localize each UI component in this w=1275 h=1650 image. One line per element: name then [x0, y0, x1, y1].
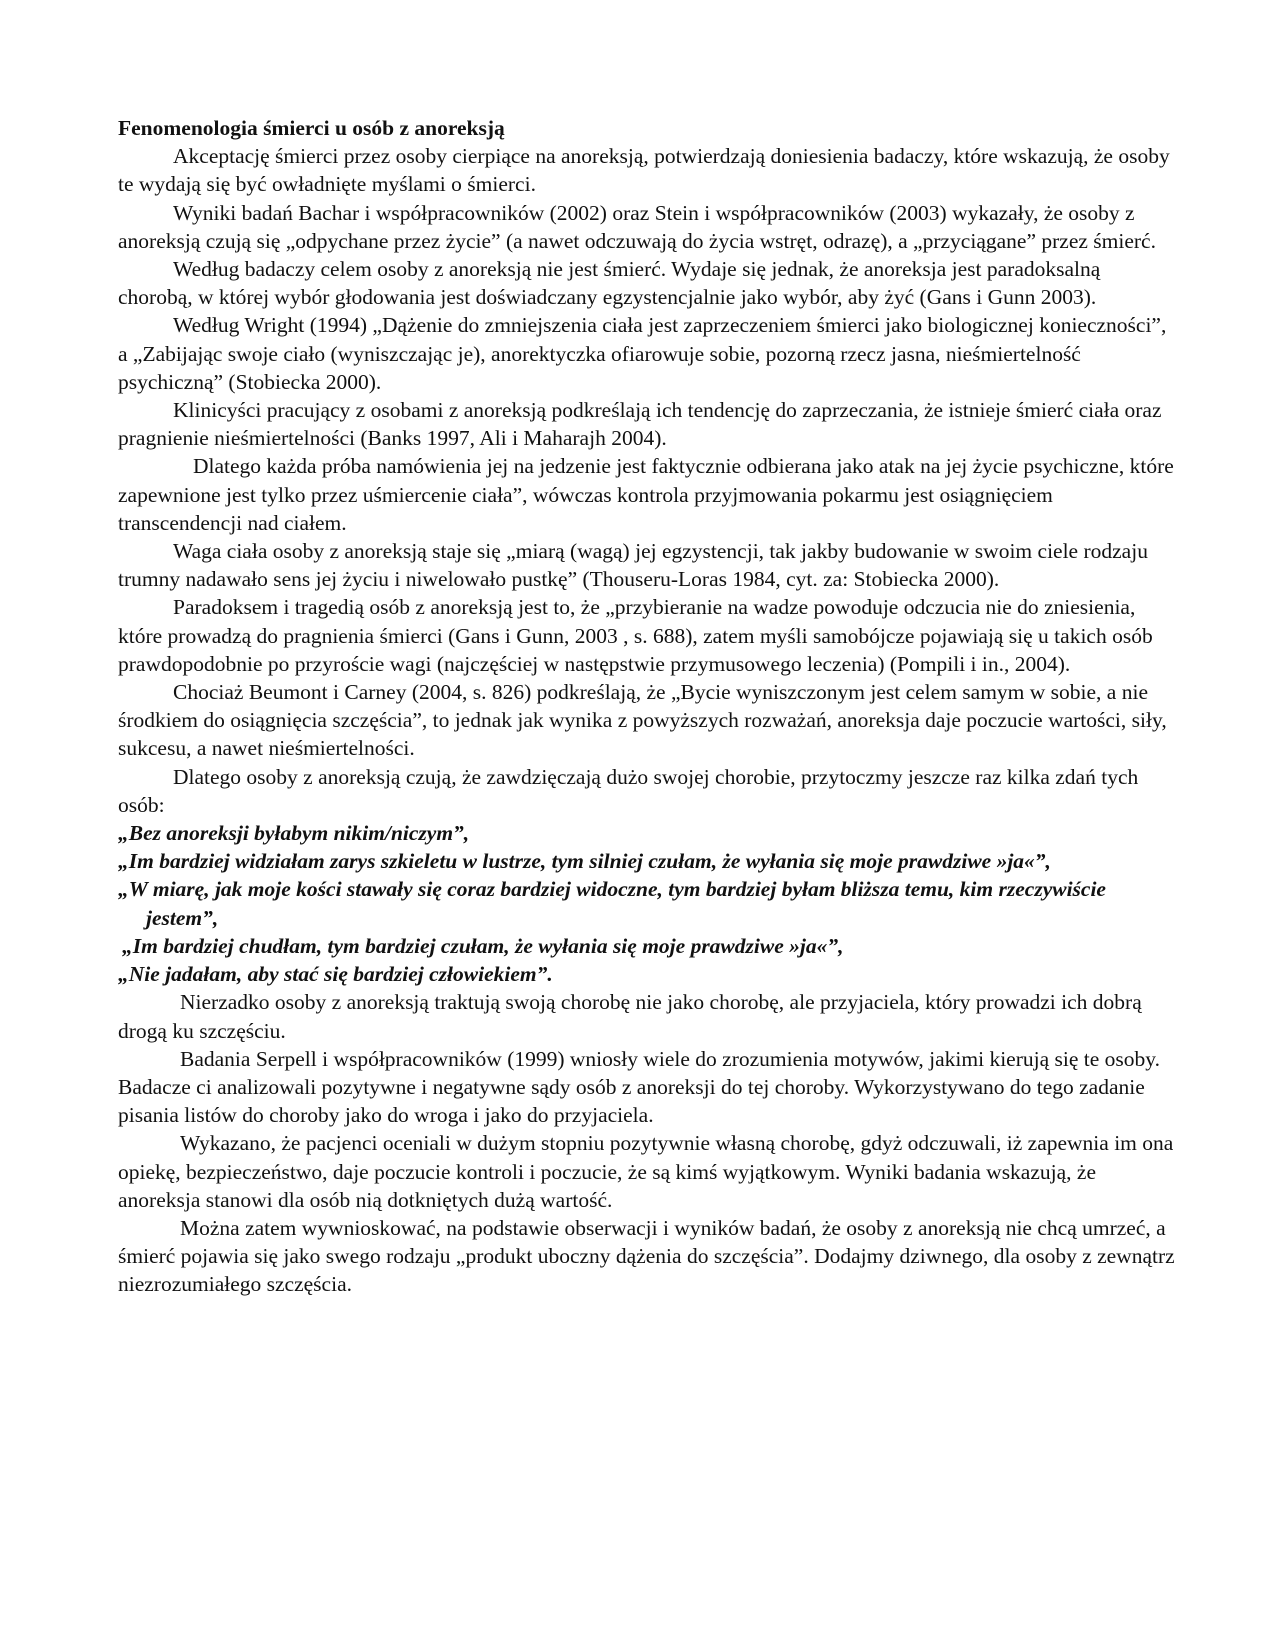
paragraph: Można zatem wywnioskować, na podstawie obserwacji i wyników badań, że osoby z anoreksją nie chcą umrzeć, a śmierć pojawia się jako swego rodzaju „produkt uboczny dążenia do szczęścia”. Dodajmy dziwnego, dla osoby z zewnątrz niezrozumiałego szczęścia.: [118, 1215, 1175, 1297]
paragraph: Dlatego każda próba namówienia jej na jedzenie jest faktycznie odbierana jako atak na jej życie psychiczne, które zapewnione jest tylko przez uśmiercenie ciała”, wówczas kontrola przyjmowania pokarmu jest osiągnięciem transcendencji nad ciałem.: [118, 454, 1174, 535]
paragraph: Waga ciała osoby z anoreksją staje się „miarą (wagą) jej egzystencji, tak jakby budowanie w swoim ciele rodzaju trumny nadawało sens jej życiu i niwelowało pustkę” (Thouseru-Loras 1984, cyt. za: Stobiecka 2000).: [118, 539, 1148, 592]
paragraph: Badania Serpell i współpracowników (1999) wniosły wiele do zrozumienia motywów, jakimi kierują się te osoby. Badacze ci analizowali pozytywne i negatywne sądy osób z anoreksji do tej choroby. Wykorzystywano do tego zadanie pisania listów do choroby jako do wroga i jako do przyjaciela.: [118, 1046, 1161, 1128]
paragraph: Dlatego osoby z anoreksją czują, że zawdzięczają dużo swojej chorobie, przytoczmy jeszcze raz kilka zdań tych osób:: [118, 764, 1139, 817]
quote: „W miarę, jak moje kości stawały się coraz bardziej widoczne, tym bardziej byłam bliższa temu, kim rzeczywiście jestem”,: [118, 877, 1106, 930]
paragraph: Nierzadko osoby z anoreksją traktują swoją chorobę nie jako chorobę, ale przyjaciela, który prowadzi ich dobrą drogą ku szczęściu.: [118, 990, 1142, 1043]
paragraph: Klinicyści pracujący z osobami z anoreksją podkreślają ich tendencję do zaprzeczania, że istnieje śmierć ciała oraz pragnienie nieśmiertelności (Banks 1997, Ali i Maharajh 2004).: [118, 398, 1162, 451]
quote: „Im bardziej widziałam zarys szkieletu w lustrze, tym silniej czułam, że wyłania się moje prawdziwe »ja«”,: [118, 849, 1051, 874]
quote: „Nie jadałam, aby stać się bardziej człowiekiem”.: [118, 962, 553, 987]
paragraph: Akceptację śmierci przez osoby cierpiące na anoreksją, potwierdzają doniesienia badaczy, które wskazują, że osoby te wydają się być owładnięte myślami o śmierci.: [118, 144, 1170, 197]
paragraph: Wykazano, że pacjenci oceniali w dużym stopniu pozytywnie własną chorobę, gdyż odczuwali, iż zapewnia im ona opiekę, bezpieczeństwo, daje poczucie kontroli i poczucie, że są kimś wyjątkowym. Wyniki badania wskazują, że anoreksja stanowi dla osób nią dotkniętych dużą wartość.: [118, 1131, 1174, 1212]
paragraph: Według badaczy celem osoby z anoreksją nie jest śmierć. Wydaje się jednak, że anoreksja jest paradoksalną chorobą, w której wybór głodowania jest doświadczany egzystencjalnie jako wybór, aby żyć (Gans i Gunn 2003).: [118, 257, 1101, 310]
paragraph: Chociaż Beumont i Carney (2004, s. 826) podkreślają, że „Bycie wyniszczonym jest celem samym w sobie, a nie środkiem do osiągnięcia szczęścia”, to jednak jak wynika z powyższych rozważań, anoreksja daje poczucie wartości, siły, sukcesu, a nawet nieśmiertelności.: [118, 680, 1167, 761]
paragraph: Paradoksem i tragedią osób z anoreksją jest to, że „przybieranie na wadze powoduje odczucia nie do zniesienia, które prowadzą do pragnienia śmierci (Gans i Gunn, 2003 , s. 688), zatem myśli samobójcze pojawiają się u takich osób prawdopodobnie po przyroście wagi (najczęściej w następstwie przymusowego leczenia) (Pompili i in., 2004).: [118, 595, 1153, 676]
paragraph: Według Wright (1994) „Dążenie do zmniejszenia ciała jest zaprzeczeniem śmierci jako biologicznej konieczności”, a „Zabijając swoje ciało (wyniszczając je), anorektyczka ofiarowuje sobie, pozorną rzecz jasna, nieśmiertelność psychiczną” (Stobiecka 2000).: [118, 313, 1167, 394]
quote: „Im bardziej chudłam, tym bardziej czułam, że wyłania się moje prawdziwe »ja«”,: [122, 933, 844, 958]
quote: „Bez anoreksji byłabym nikim/niczym”,: [118, 821, 470, 846]
paragraph: Wyniki badań Bachar i współpracowników (2002) oraz Stein i współpracowników (2003) wykazały, że osoby z anoreksją czują się „odpychane przez życie” (a nawet odczuwają do życia wstręt, odrazę), a „przyciągane” przez śmierć.: [118, 200, 1156, 253]
document-title: Fenomenologia śmierci u osób z anoreksją: [118, 116, 505, 140]
document-page: [118, 114, 1178, 1299]
